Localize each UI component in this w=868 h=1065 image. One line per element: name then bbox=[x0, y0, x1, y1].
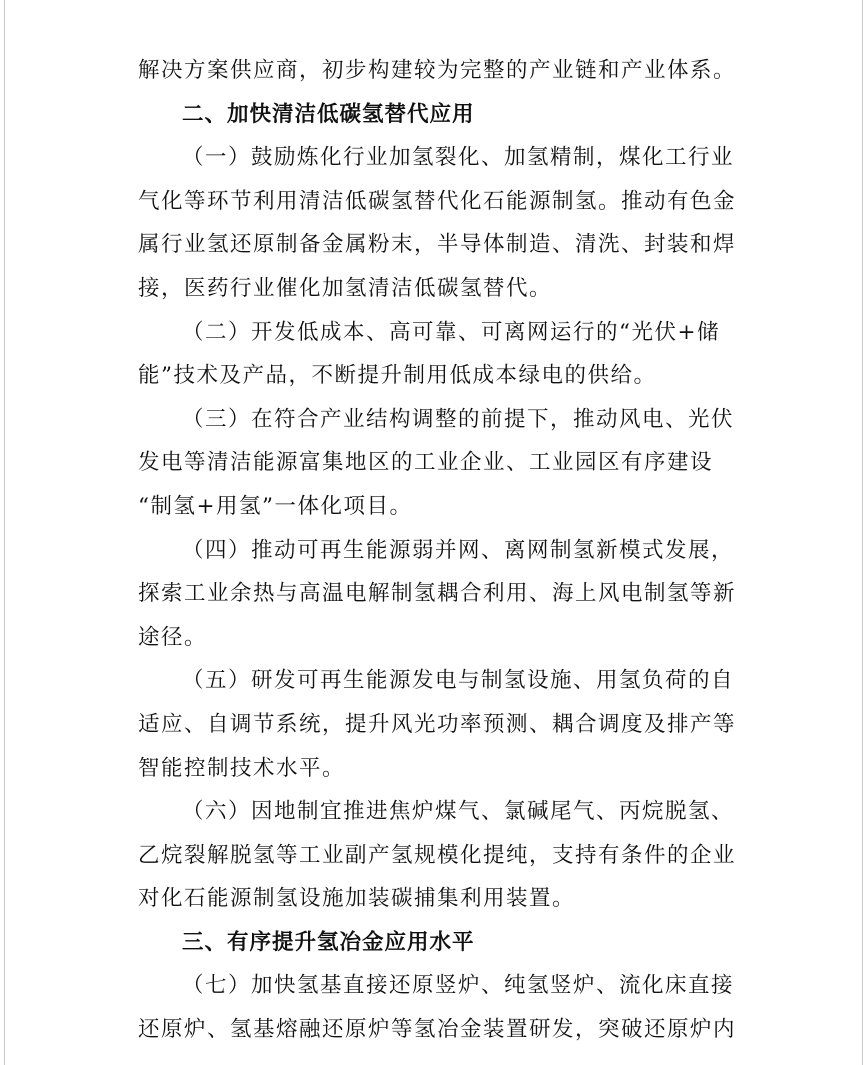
paragraph-line: （二）开发低成本、高可靠、可离网运行的“光伏+储 bbox=[182, 319, 721, 345]
document-body bbox=[138, 49, 738, 1052]
paragraph-2 bbox=[138, 311, 738, 398]
paragraph-3 bbox=[138, 398, 738, 529]
section-heading-3: 三、有序提升氢冶金应用水平 bbox=[182, 929, 475, 955]
paragraph-line: 发电等清洁能源富集地区的工业企业、工业园区有序建设 bbox=[138, 450, 714, 476]
paragraph-line: 能”技术及产品，不断提升制用低成本绿电的供给。 bbox=[138, 363, 657, 389]
paragraph-line: （七）加快氢基直接还原竖炉、纯氢竖炉、流化床直接 bbox=[182, 973, 735, 999]
paragraph-line: （五）研发可再生能源发电与制氢设施、用氢负荷的自 bbox=[182, 668, 735, 694]
paragraph-line: 接，医药行业催化加氢清洁低碳氢替代。 bbox=[138, 275, 553, 301]
paragraph-5 bbox=[138, 659, 738, 790]
paragraph-line: 还原炉、氢基熔融还原炉等氢冶金装置研发，突破还原炉内 bbox=[138, 1017, 737, 1043]
section-heading-2: 二、加快清洁低碳氢替代应用 bbox=[182, 101, 475, 127]
paragraph-line: 探索工业余热与高温电解制氢耦合利用、海上风电制氢等新 bbox=[138, 581, 737, 607]
document-page bbox=[4, 0, 863, 1065]
paragraph-line: 对化石能源制氢设施加装碳捕集利用装置。 bbox=[138, 886, 576, 912]
paragraph-line: （四）推动可再生能源弱并网、离网制氢新模式发展， bbox=[182, 537, 735, 563]
paragraph-6 bbox=[138, 790, 738, 921]
paragraph-line: 属行业氢还原制备金属粉末，半导体制造、清洗、封装和焊 bbox=[138, 232, 737, 258]
paragraph-line: （一）鼓励炼化行业加氢裂化、加氢精制，煤化工行业 bbox=[182, 145, 735, 171]
lead-line: 解决方案供应商，初步构建较为完整的产业链和产业体系。 bbox=[138, 58, 737, 83]
paragraph-7 bbox=[138, 964, 738, 1051]
paragraph-1 bbox=[138, 136, 738, 310]
paragraph-4 bbox=[138, 529, 738, 660]
paragraph-line: 智能控制技术水平。 bbox=[138, 755, 346, 781]
paragraph-line: 适应、自调节系统，提升风光功率预测、耦合调度及排产等 bbox=[138, 711, 737, 737]
paragraph-line: （三）在符合产业结构调整的前提下，推动风电、光伏 bbox=[182, 406, 735, 432]
paragraph-line: （六）因地制宜推进焦炉煤气、氯碱尾气、丙烷脱氢、 bbox=[182, 799, 735, 825]
paragraph-line: “制氢+用氢”一体化项目。 bbox=[138, 493, 413, 519]
paragraph-line: 途径。 bbox=[138, 624, 208, 650]
paragraph-line: 气化等环节利用清洁低碳氢替代化石能源制氢。推动有色金 bbox=[138, 188, 737, 214]
paragraph-line: 乙烷裂解脱氢等工业副产氢规模化提纯，支持有条件的企业 bbox=[138, 842, 737, 868]
